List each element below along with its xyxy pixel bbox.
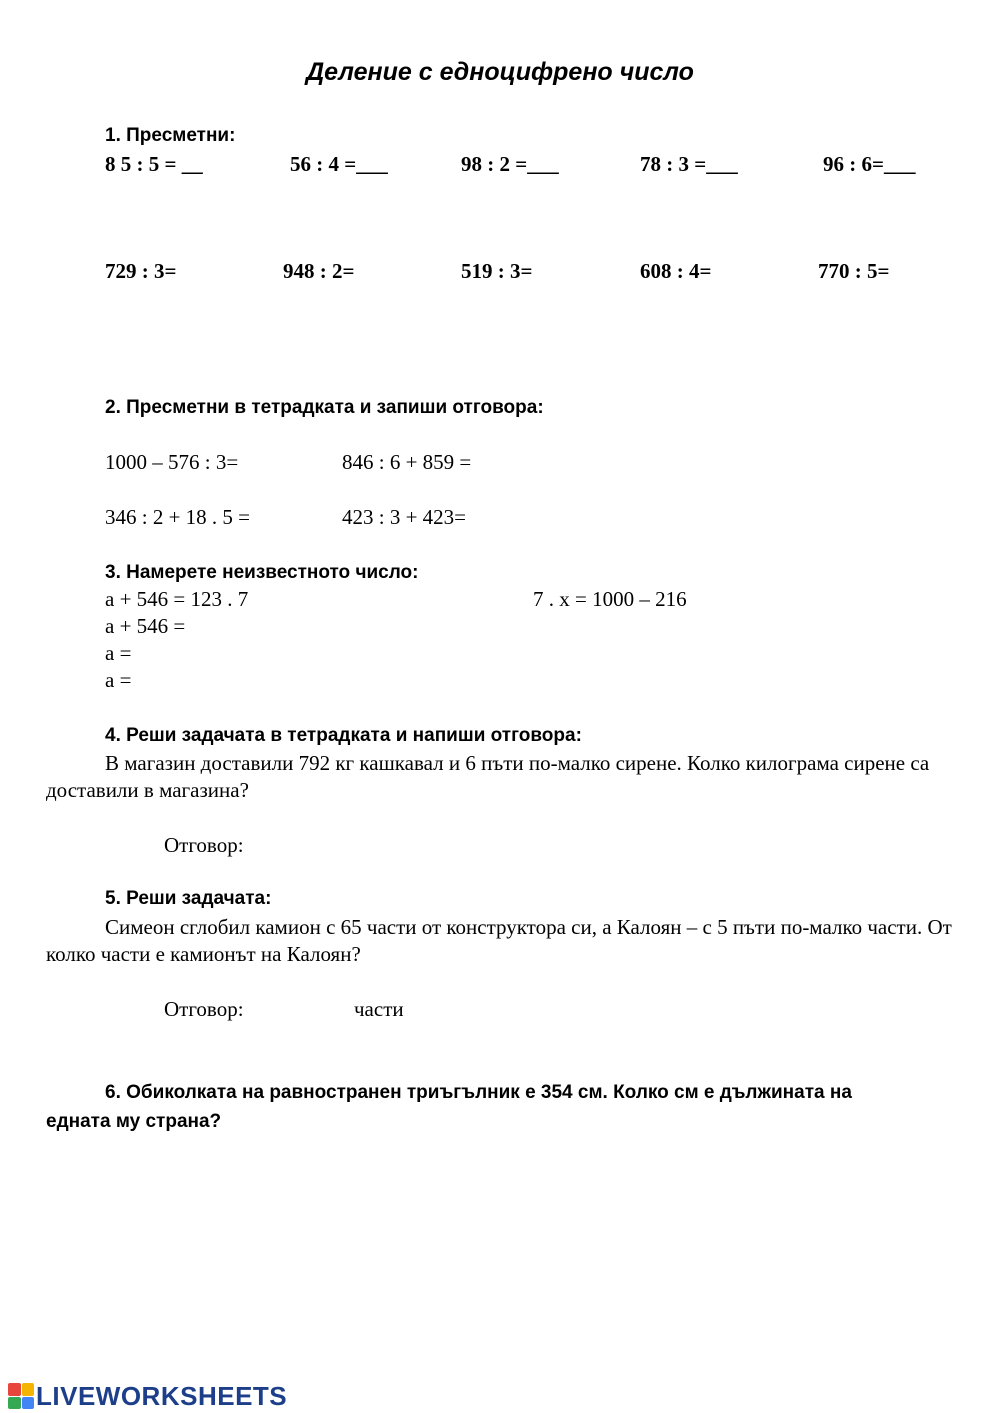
task4-heading: 4. Реши задачата в тетрадката и напиши отговора:: [105, 725, 582, 746]
task2-expression: 346 : 2 + 18 . 5 =: [105, 505, 251, 529]
task3-equation: 7 . x = 1000 – 216: [533, 587, 687, 611]
task6-heading: 6. Обиколката на равностранен триъгълник е 354 см. Колко см е дължината на: [105, 1082, 852, 1103]
task1-expression: 770 : 5=: [818, 259, 890, 283]
task3-step: a =: [105, 668, 132, 692]
liveworksheets-logo: [8, 1380, 287, 1412]
task1-expression: 56 : 4 =___: [290, 152, 388, 176]
task2-expression: 1000 – 576 : 3=: [105, 450, 239, 474]
task1-expression: 729 : 3=: [105, 259, 177, 283]
task5-heading: 5. Реши задачата:: [105, 888, 272, 909]
page-title: Деление с едноцифрено число: [306, 58, 694, 86]
task4-answer-label: Отговор:: [164, 833, 244, 857]
task5-unit: части: [354, 997, 404, 1021]
task6-heading-continuation: едната му страна?: [46, 1111, 222, 1132]
task3-heading: 3. Намерете неизвестното число:: [105, 562, 419, 583]
task1-expression: 8 5 : 5 = __: [105, 152, 203, 176]
task4-text: В магазин доставили 792 кг кашкавал и 6 пъти по-малко сирене. Колко килограма сирене са доставили в магазина?: [46, 751, 930, 802]
task2-expression: 846 : 6 + 859 =: [342, 450, 472, 474]
task5-answer-label: Отговор:: [164, 997, 244, 1021]
task1-expression: 519 : 3=: [461, 259, 533, 283]
task2-expression: 423 : 3 + 423=: [342, 505, 467, 529]
task1-expression: 608 : 4=: [640, 259, 712, 283]
task1-expression: 96 : 6=___: [823, 152, 916, 176]
task3-step: a + 546 =: [105, 614, 186, 638]
logo-text: LIVEWORKSHEETS: [36, 1380, 288, 1411]
task1-heading: 1. Пресметни:: [105, 125, 236, 146]
task3-equation: a + 546 = 123 . 7: [105, 587, 249, 611]
task1-expression: 948 : 2=: [283, 259, 355, 283]
task2-heading: 2. Пресметни в тетрадката и запиши отговора:: [105, 397, 544, 418]
task1-expression: 78 : 3 =___: [640, 152, 738, 176]
liveworksheets-icon: [8, 1383, 34, 1409]
task5-text: Симеон сглобил камион с 65 части от конструктора си, а Калоян – с 5 пъти по-малко части. От колко части е камионът на Калоян?: [46, 915, 952, 966]
task3-step: a =: [105, 641, 132, 665]
task1-expression: 98 : 2 =___: [461, 152, 559, 176]
